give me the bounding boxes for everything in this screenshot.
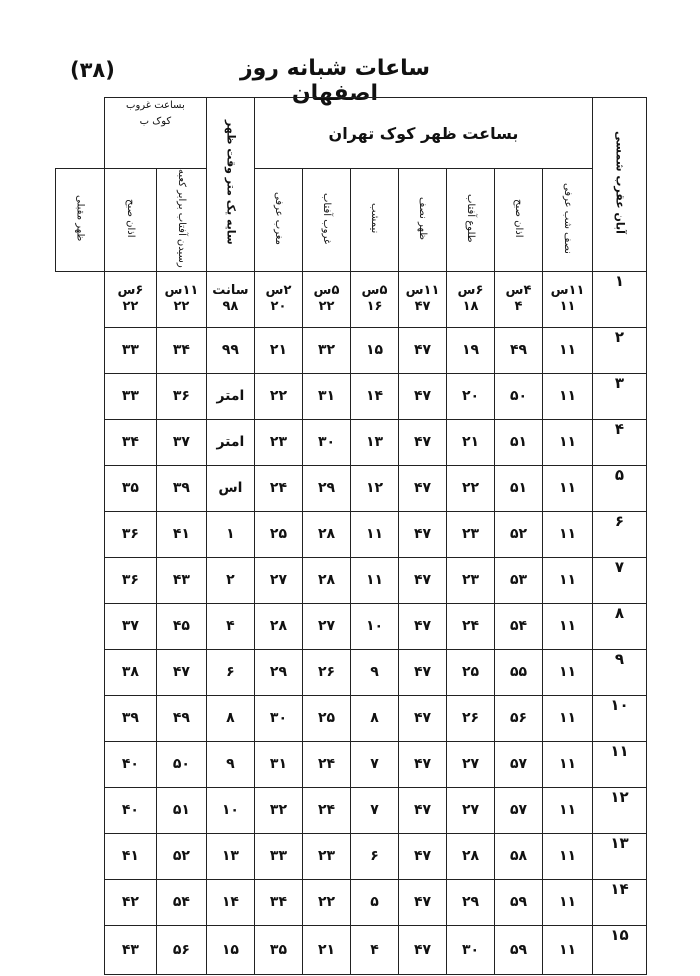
sub-header: اذان صبح bbox=[495, 169, 543, 272]
table-cell: ۱۳ bbox=[351, 419, 399, 465]
shadow-column-header: سایه یک متر وقت ظهر bbox=[206, 98, 254, 272]
table-cell: ۱ bbox=[206, 511, 254, 557]
table-cell: ۱۲ bbox=[351, 465, 399, 511]
table-cell: ۴۱ bbox=[104, 833, 156, 879]
header-row-2 bbox=[56, 169, 647, 272]
table-cell: ۲۷ bbox=[303, 603, 351, 649]
table-cell: ۱۱ bbox=[543, 925, 593, 974]
table-cell: ۳۱ bbox=[254, 741, 302, 787]
table-cell: ۴۰ bbox=[104, 741, 156, 787]
table-cell: ۲۱ bbox=[447, 419, 495, 465]
table-cell: ۲۹ bbox=[303, 465, 351, 511]
table-cell: ۳۷ bbox=[156, 419, 206, 465]
table-cell: ۵۹ bbox=[495, 925, 543, 974]
table-cell: ۳۶ bbox=[104, 511, 156, 557]
table-cell: ۲۲ bbox=[303, 879, 351, 925]
table-cell: ۱۳ bbox=[206, 833, 254, 879]
table-cell: ۳۳ bbox=[254, 833, 302, 879]
table-cell: ۴۷ bbox=[399, 373, 447, 419]
sub-header: نیمشب bbox=[351, 169, 399, 272]
table-cell: ۳۸ bbox=[104, 649, 156, 695]
table-row bbox=[56, 741, 647, 787]
table-row bbox=[56, 649, 647, 695]
almanac-body bbox=[56, 271, 647, 974]
table-cell: ۳۶ bbox=[104, 557, 156, 603]
table-cell: ۲۸ bbox=[254, 603, 302, 649]
table-cell: ۱۵ bbox=[206, 925, 254, 974]
table-cell: ۱۱ bbox=[543, 327, 593, 373]
day-cell: ۱ bbox=[593, 271, 647, 327]
table-row bbox=[56, 373, 647, 419]
table-row bbox=[56, 787, 647, 833]
table-cell: ۵۴ bbox=[495, 603, 543, 649]
day-cell: ۸ bbox=[593, 603, 647, 649]
page-number: (۳۸) bbox=[70, 58, 115, 82]
table-cell: ۱۱س ۱۱ bbox=[543, 271, 593, 327]
day-cell: ۳ bbox=[593, 373, 647, 419]
table-cell: ۴ bbox=[351, 925, 399, 974]
table-cell: ۴۹ bbox=[495, 327, 543, 373]
table-cell: ۳۲ bbox=[254, 787, 302, 833]
table-cell: ۲۴ bbox=[254, 465, 302, 511]
table-cell: ۵۶ bbox=[156, 925, 206, 974]
table-cell: ۵۲ bbox=[156, 833, 206, 879]
table-cell: ۴۷ bbox=[156, 649, 206, 695]
table-row bbox=[56, 879, 647, 925]
table-cell: ۵۷ bbox=[495, 787, 543, 833]
table-cell: ۵۱ bbox=[156, 787, 206, 833]
table-cell: ۴۹ bbox=[156, 695, 206, 741]
table-cell: ۳۹ bbox=[104, 695, 156, 741]
day-cell: ۹ bbox=[593, 649, 647, 695]
table-cell: ۱۱ bbox=[543, 603, 593, 649]
table-cell: ۲۶ bbox=[303, 649, 351, 695]
table-cell: ۲۳ bbox=[254, 419, 302, 465]
page-title: ساعات شبانه روز اصفهان bbox=[239, 56, 431, 106]
table-cell: ۴۲ bbox=[104, 879, 156, 925]
table-cell: ۴س ۴ bbox=[495, 271, 543, 327]
day-cell: ۱۱ bbox=[593, 741, 647, 787]
table-cell: ۳۴ bbox=[156, 327, 206, 373]
table-cell: ۵ bbox=[351, 879, 399, 925]
table-cell: ۱۱ bbox=[543, 833, 593, 879]
day-cell: ۵ bbox=[593, 465, 647, 511]
table-row bbox=[56, 603, 647, 649]
table-cell: ۴۷ bbox=[399, 557, 447, 603]
table-cell: ۴۷ bbox=[399, 879, 447, 925]
table-cell: ۳۲ bbox=[303, 327, 351, 373]
table-cell: ۲۱ bbox=[303, 925, 351, 974]
table-cell: ۳۴ bbox=[254, 879, 302, 925]
table-row bbox=[56, 925, 647, 974]
table-row bbox=[56, 419, 647, 465]
table-cell: ۲۵ bbox=[303, 695, 351, 741]
header-row-1 bbox=[56, 98, 647, 169]
table-cell: امتر bbox=[206, 373, 254, 419]
table-cell: ۱۱ bbox=[543, 695, 593, 741]
table-cell: ۴۳ bbox=[156, 557, 206, 603]
sunset-sub-header: ظهر مقبلی bbox=[56, 169, 105, 272]
noon-group-header: بساعت ظهر کوک تهران bbox=[254, 98, 592, 169]
sub-header: غروب آفتاب bbox=[303, 169, 351, 272]
table-cell: ۳۵ bbox=[254, 925, 302, 974]
table-cell: ۳۶ bbox=[156, 373, 206, 419]
table-cell: ۲۷ bbox=[447, 787, 495, 833]
table-cell: ۲۴ bbox=[447, 603, 495, 649]
table-cell: ۷ bbox=[351, 787, 399, 833]
sub-header: ظهر نصف bbox=[399, 169, 447, 272]
table-cell: ۵۰ bbox=[495, 373, 543, 419]
table-cell: ۵۲ bbox=[495, 511, 543, 557]
table-cell: ۲۸ bbox=[447, 833, 495, 879]
table-cell: ۵۶ bbox=[495, 695, 543, 741]
table-cell: ۴۷ bbox=[399, 787, 447, 833]
table-cell: ۵۴ bbox=[156, 879, 206, 925]
table-cell: ۵۵ bbox=[495, 649, 543, 695]
table-cell: ۱۱ bbox=[543, 373, 593, 419]
table-cell: ۲۳ bbox=[447, 557, 495, 603]
table-cell: ۳۰ bbox=[303, 419, 351, 465]
table-row bbox=[56, 465, 647, 511]
table-cell: ۳۳ bbox=[104, 373, 156, 419]
sub-header: طلوع آفتاب bbox=[447, 169, 495, 272]
table-cell: ۱۱س ۲۲ bbox=[156, 271, 206, 327]
table-cell: ۱۰ bbox=[351, 603, 399, 649]
table-cell: ۳۱ bbox=[303, 373, 351, 419]
almanac-table bbox=[55, 97, 647, 975]
day-cell: ۷ bbox=[593, 557, 647, 603]
day-column-header: آبان عقرب شمسی bbox=[593, 98, 647, 272]
table-cell: ۱۱ bbox=[351, 511, 399, 557]
table-cell: ۴ bbox=[206, 603, 254, 649]
table-cell: ۴۷ bbox=[399, 649, 447, 695]
table-cell: ۹ bbox=[206, 741, 254, 787]
table-cell: ۲۵ bbox=[254, 511, 302, 557]
table-row bbox=[56, 695, 647, 741]
sunset-group-header: بساعت غروب کوک ب bbox=[104, 98, 206, 169]
table-cell: ۹ bbox=[351, 649, 399, 695]
sunset-sub-header: اذان صبح bbox=[104, 169, 156, 272]
day-cell: ۲ bbox=[593, 327, 647, 373]
table-row bbox=[56, 511, 647, 557]
table-cell: ۴۷ bbox=[399, 327, 447, 373]
table-cell: سانت ۹۸ bbox=[206, 271, 254, 327]
table-row bbox=[56, 557, 647, 603]
table-cell: ۲۱ bbox=[254, 327, 302, 373]
sub-header: رسیدن آفتاب برابر کعبه bbox=[156, 169, 206, 272]
table-cell: ۴۷ bbox=[399, 465, 447, 511]
day-cell: ۱۲ bbox=[593, 787, 647, 833]
day-cell: ۴ bbox=[593, 419, 647, 465]
table-cell: ۵۸ bbox=[495, 833, 543, 879]
table-cell: ۶ bbox=[206, 649, 254, 695]
table-cell: ۴۷ bbox=[399, 419, 447, 465]
table-cell: ۲۴ bbox=[303, 787, 351, 833]
table-cell: ۵س ۲۲ bbox=[303, 271, 351, 327]
table-cell: ۱۱ bbox=[543, 879, 593, 925]
table-cell: ۲۲ bbox=[447, 465, 495, 511]
table-cell: ۴۷ bbox=[399, 603, 447, 649]
table-cell: ۱۱ bbox=[543, 419, 593, 465]
table-cell: ۲۳ bbox=[447, 511, 495, 557]
table-cell: اس bbox=[206, 465, 254, 511]
day-cell: ۶ bbox=[593, 511, 647, 557]
table-cell: ۲۷ bbox=[447, 741, 495, 787]
table-cell: ۴۷ bbox=[399, 695, 447, 741]
table-cell: ۵۷ bbox=[495, 741, 543, 787]
table-cell: ۲۹ bbox=[447, 879, 495, 925]
table-cell: ۵۰ bbox=[156, 741, 206, 787]
table-cell: ۱۹ bbox=[447, 327, 495, 373]
table-cell: ۲۰ bbox=[447, 373, 495, 419]
table-cell: ۲ bbox=[206, 557, 254, 603]
table-cell: ۱۱ bbox=[543, 649, 593, 695]
sub-header: مغرب عرفی bbox=[254, 169, 302, 272]
table-cell: ۱۱ bbox=[543, 557, 593, 603]
table-cell: ۳۵ bbox=[104, 465, 156, 511]
table-cell: ۱۴ bbox=[351, 373, 399, 419]
table-cell: ۳۷ bbox=[104, 603, 156, 649]
table-cell: ۷ bbox=[351, 741, 399, 787]
table-cell: ۴۰ bbox=[104, 787, 156, 833]
day-cell: ۱۳ bbox=[593, 833, 647, 879]
table-cell: ۲۶ bbox=[447, 695, 495, 741]
table-cell: ۲۸ bbox=[303, 511, 351, 557]
table-cell: ۲۵ bbox=[447, 649, 495, 695]
table-row bbox=[56, 833, 647, 879]
table-cell: ۱۱ bbox=[543, 511, 593, 557]
day-cell: ۱۵ bbox=[593, 925, 647, 974]
table-cell: ۳۹ bbox=[156, 465, 206, 511]
table-cell: ۴۱ bbox=[156, 511, 206, 557]
table-cell: ۴۷ bbox=[399, 833, 447, 879]
table-cell: ۸ bbox=[206, 695, 254, 741]
table-cell: ۹۹ bbox=[206, 327, 254, 373]
table-cell: ۲۹ bbox=[254, 649, 302, 695]
table-cell: ۱۵ bbox=[351, 327, 399, 373]
table-cell: ۶ bbox=[351, 833, 399, 879]
table-cell: ۶س ۱۸ bbox=[447, 271, 495, 327]
table-cell: ۱۱ bbox=[543, 465, 593, 511]
table-cell: ۱۱ bbox=[543, 787, 593, 833]
table-cell: ۴۷ bbox=[399, 741, 447, 787]
table-cell: ۲۳ bbox=[303, 833, 351, 879]
table-cell: ۵۱ bbox=[495, 465, 543, 511]
table-cell: ۱۱ bbox=[543, 741, 593, 787]
table-row bbox=[56, 271, 647, 327]
table-cell: ۵س ۱۶ bbox=[351, 271, 399, 327]
table-cell: ۴۵ bbox=[156, 603, 206, 649]
table-cell: ۸ bbox=[351, 695, 399, 741]
table-cell: ۳۳ bbox=[104, 327, 156, 373]
table-cell: ۲۸ bbox=[303, 557, 351, 603]
table-cell: ۱۰ bbox=[206, 787, 254, 833]
table-cell: ۴۷ bbox=[399, 511, 447, 557]
table-cell: ۲۷ bbox=[254, 557, 302, 603]
table-row bbox=[56, 327, 647, 373]
table-cell: ۱۱س ۴۷ bbox=[399, 271, 447, 327]
day-cell: ۱۰ bbox=[593, 695, 647, 741]
table-cell: ۱۴ bbox=[206, 879, 254, 925]
table-cell: ۳۰ bbox=[254, 695, 302, 741]
table-cell: ۵۳ bbox=[495, 557, 543, 603]
table-cell: امتر bbox=[206, 419, 254, 465]
table-cell: ۴۳ bbox=[104, 925, 156, 974]
table-cell: ۳۰ bbox=[447, 925, 495, 974]
table-cell: ۶س ۲۲ bbox=[104, 271, 156, 327]
sub-header: نصف شب عرفی bbox=[543, 169, 593, 272]
table-cell: ۲۴ bbox=[303, 741, 351, 787]
table-cell: ۱۱ bbox=[351, 557, 399, 603]
table-cell: ۵۹ bbox=[495, 879, 543, 925]
day-cell: ۱۴ bbox=[593, 879, 647, 925]
table-cell: ۴۷ bbox=[399, 925, 447, 974]
table-cell: ۳۴ bbox=[104, 419, 156, 465]
table-cell: ۲۲ bbox=[254, 373, 302, 419]
table-cell: ۵۱ bbox=[495, 419, 543, 465]
table-cell: ۲س ۲۰ bbox=[254, 271, 302, 327]
